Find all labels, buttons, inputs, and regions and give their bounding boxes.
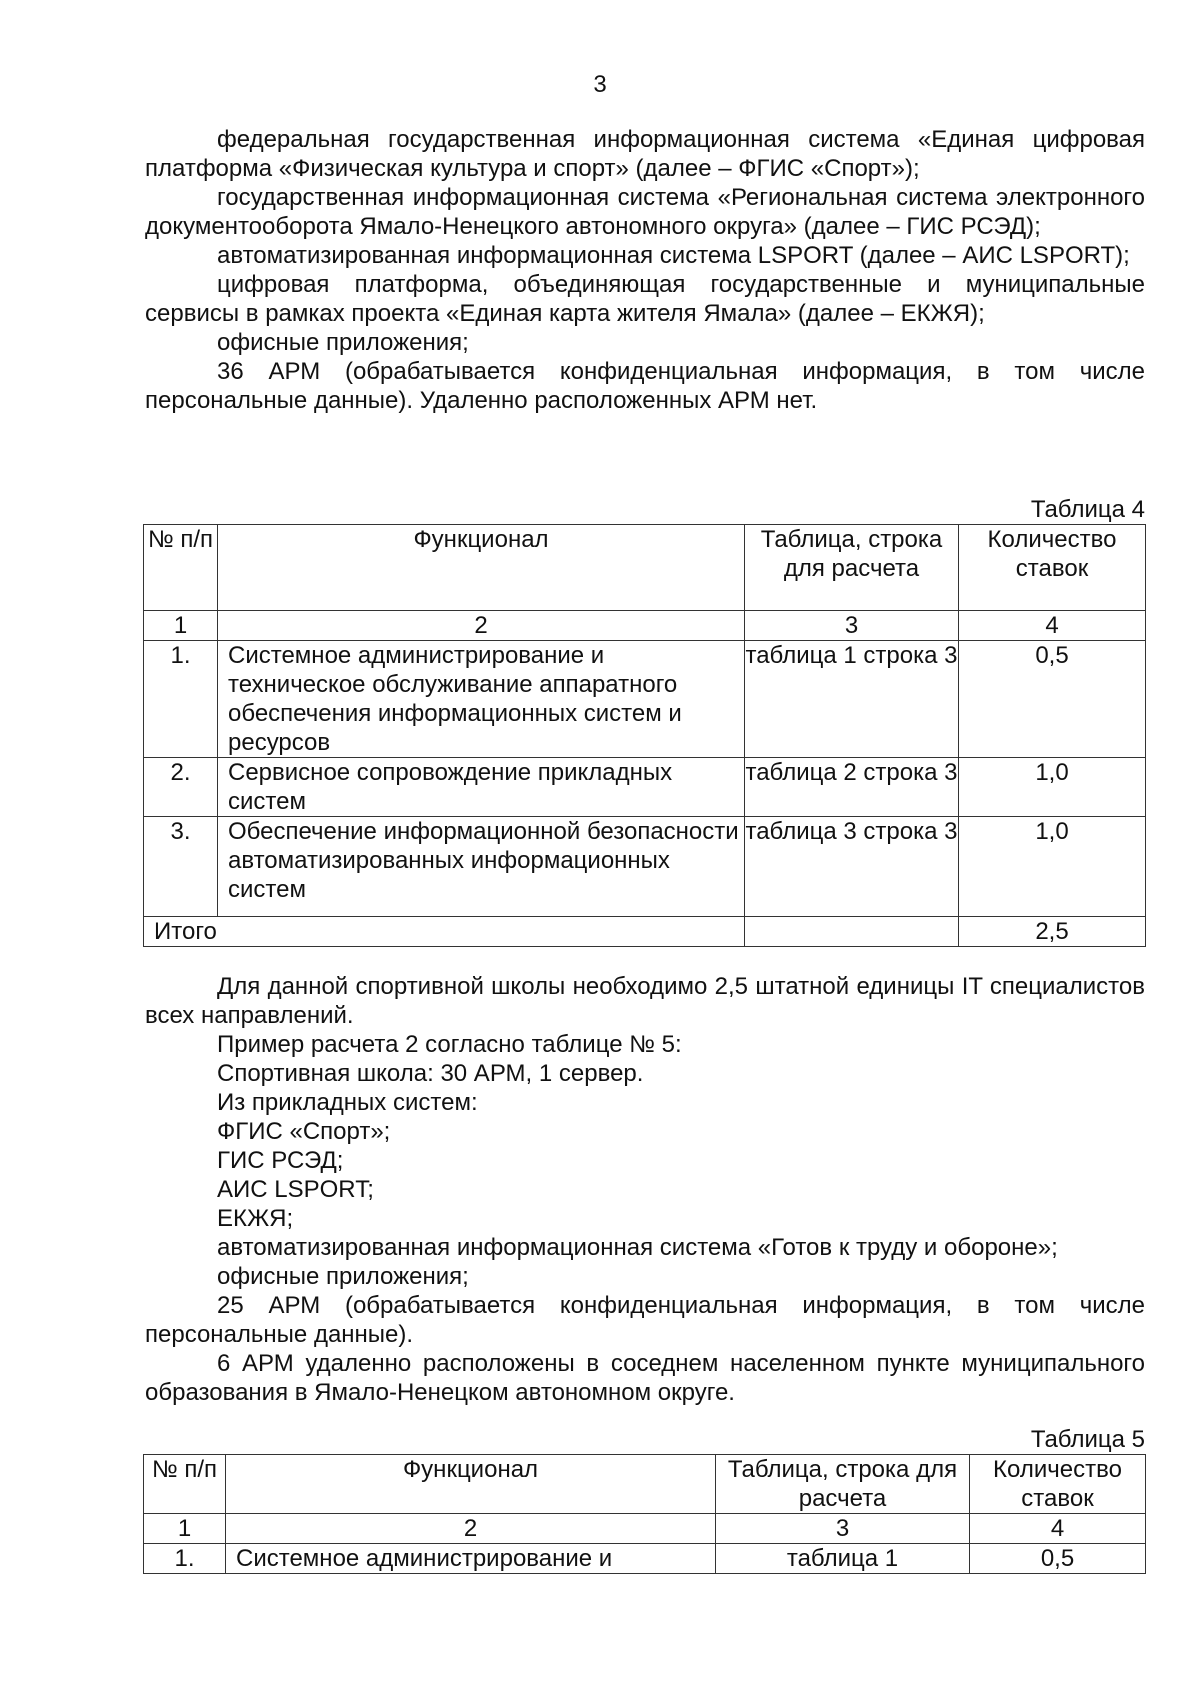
row-rate: 1,0 [959, 758, 1146, 817]
table-row [144, 758, 1146, 817]
list-item: цифровая платформа, объединяющая государственные и муниципальные сервисы в рамках проекта «Единая карта жителя Ямала» (далее – ЕКЖЯ); [145, 271, 1145, 327]
row-rate: 1,0 [959, 817, 1146, 917]
row-number: 3. [144, 817, 218, 917]
system-item: ФГИС «Спорт»; [217, 1118, 391, 1145]
number-cell: 4 [959, 611, 1146, 641]
arm-confidential: 25 АРМ (обрабатывается конфиденциальная информация, в том числе персональные данные). [145, 1292, 1145, 1348]
row-number: 2. [144, 758, 218, 817]
row-reference: таблица 1 [716, 1544, 970, 1574]
calculation-text [145, 972, 1145, 1407]
list-item: 36 АРМ (обрабатывается конфиденциальная информация, в том числе персональные данные). Удаленно расположенных АРМ нет. [145, 358, 1145, 414]
table-row [144, 1544, 1146, 1574]
total-label: Итого [144, 917, 745, 947]
list-item: автоматизированная информационная система LSPORT (далее – АИС LSPORT); [217, 242, 1130, 269]
page-number: 3 [593, 71, 607, 98]
number-cell: 2 [218, 611, 745, 641]
system-item: офисные приложения; [217, 1263, 469, 1290]
row-function: Системное администрирование и техническое обслуживание аппаратного обеспечения информационных систем и ресурсов [218, 641, 745, 758]
row-number: 1. [144, 1544, 226, 1574]
row-reference: таблица 3 строка 3 [745, 817, 959, 917]
number-cell: 1 [144, 1514, 226, 1544]
table4 [143, 524, 1146, 947]
table4-number-row [144, 611, 1146, 641]
header-cell: Количество ставок [970, 1455, 1146, 1514]
total-empty-cell [745, 917, 959, 947]
header-cell: Таблица, строка для расчета [716, 1455, 970, 1514]
system-item: ГИС РСЭД; [217, 1147, 344, 1174]
row-rate: 0,5 [970, 1544, 1146, 1574]
arm-remote: 6 АРМ удаленно расположены в соседнем населенном пункте муниципального образования в Ямало-Ненецком автономном округе. [145, 1350, 1145, 1406]
systems-intro: Из прикладных систем: [217, 1089, 478, 1116]
conclusion-text: Для данной спортивной школы необходимо 2,5 штатной единицы IT специалистов всех направлений. [145, 973, 1145, 1029]
row-rate: 0,5 [959, 641, 1146, 758]
system-item: ЕКЖЯ; [217, 1205, 294, 1232]
header-cell: Функционал [218, 525, 745, 611]
row-reference: таблица 1 строка 3 [745, 641, 959, 758]
number-cell: 1 [144, 611, 218, 641]
intro-list [145, 125, 1145, 415]
row-function: Системное администрирование и [226, 1544, 716, 1574]
school-info: Спортивная школа: 30 АРМ, 1 сервер. [217, 1060, 644, 1087]
total-value: 2,5 [959, 917, 1146, 947]
list-item: офисные приложения; [217, 329, 469, 356]
header-cell: Количество ставок [959, 525, 1146, 611]
table-row [144, 641, 1146, 758]
system-item: автоматизированная информационная система «Готов к труду и обороне»; [217, 1234, 1058, 1261]
table4-total-row [144, 917, 1146, 947]
list-item: государственная информационная система «Региональная система электронного документооборота Ямало-Ненецкого автономного округа» (далее – ГИС РСЭД); [145, 184, 1145, 240]
header-cell: Таблица, строка для расчета [745, 525, 959, 611]
system-item: АИС LSPORT; [217, 1176, 374, 1203]
row-number: 1. [144, 641, 218, 758]
number-cell: 3 [716, 1514, 970, 1544]
number-cell: 3 [745, 611, 959, 641]
header-cell: № п/п [144, 525, 218, 611]
table5-header-row [144, 1455, 1146, 1514]
example-heading: Пример расчета 2 согласно таблице № 5: [217, 1031, 682, 1058]
table-row [144, 817, 1146, 917]
header-cell: Функционал [226, 1455, 716, 1514]
table5-caption: Таблица 5 [1030, 1426, 1145, 1453]
table5 [143, 1454, 1146, 1574]
table4-caption: Таблица 4 [1030, 496, 1145, 523]
number-cell: 4 [970, 1514, 1146, 1544]
list-item: федеральная государственная информационная система «Единая цифровая платформа «Физическая культура и спорт» (далее – ФГИС «Спорт»); [145, 126, 1145, 182]
row-function: Сервисное сопровождение прикладных систем [218, 758, 745, 817]
row-function: Обеспечение информационной безопасности автоматизированных информационных систем [218, 817, 745, 917]
table5-number-row [144, 1514, 1146, 1544]
table4-header-row [144, 525, 1146, 611]
header-cell: № п/п [144, 1455, 226, 1514]
number-cell: 2 [226, 1514, 716, 1544]
row-reference: таблица 2 строка 3 [745, 758, 959, 817]
